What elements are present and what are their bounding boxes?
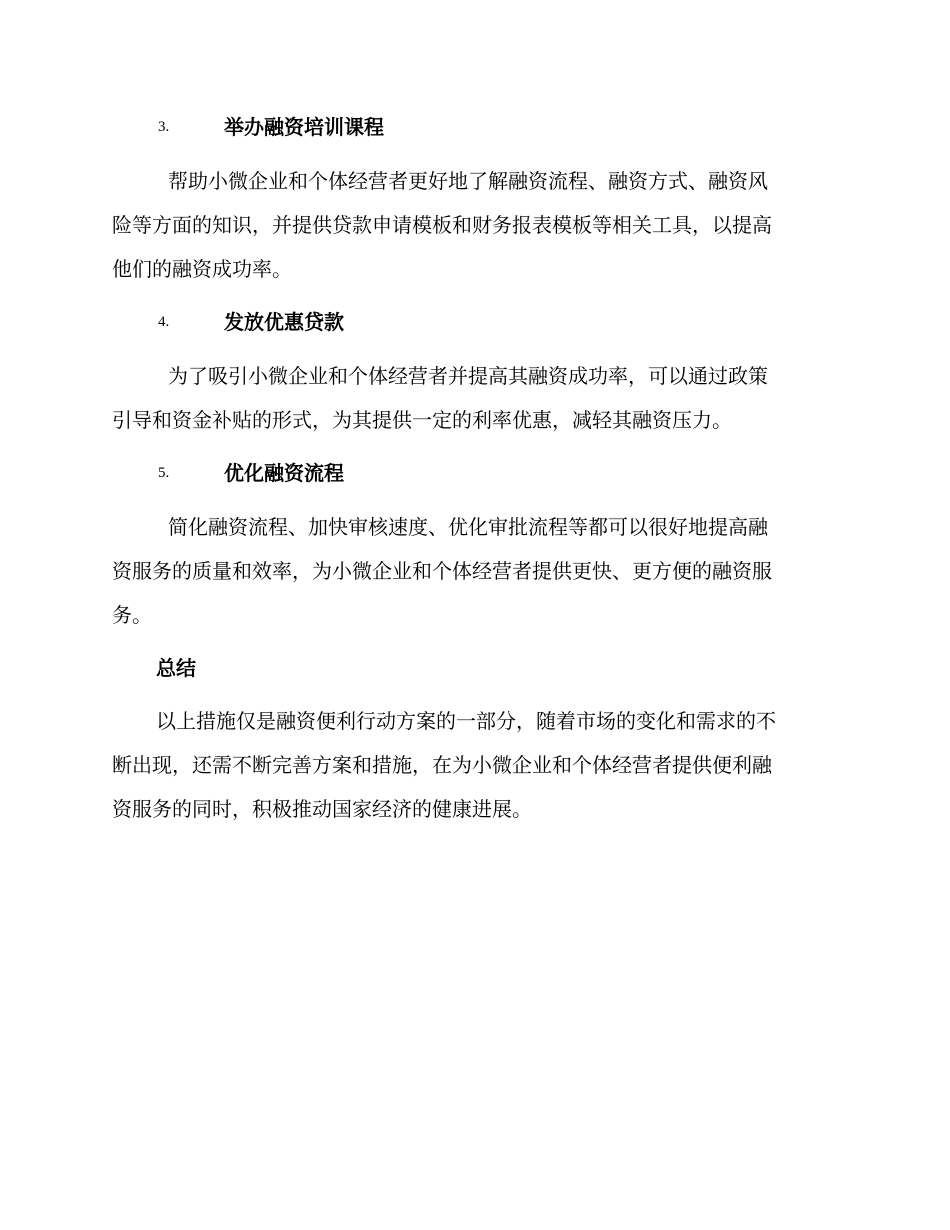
section-heading-5: [0, 458, 950, 488]
section-title: 举办融资培训课程: [224, 115, 384, 139]
summary-paragraph: [112, 699, 842, 831]
paragraph-line: 简化融资流程、加快审核速度、优化审批流程等都可以很好地提高融: [148, 515, 768, 539]
paragraph-line: 帮助小微企业和个体经营者更好地了解融资流程、融资方式、融资风: [148, 169, 768, 193]
section-heading-3: [0, 112, 950, 142]
section-heading-4: [0, 307, 950, 337]
paragraph-line: 资服务的质量和效率，为小微企业和个体经营者提供更快、更方便的融资服: [112, 559, 772, 583]
paragraph-line: 险等方面的知识，并提供贷款申请模板和财务报表模板等相关工具，以提高: [112, 213, 772, 237]
paragraph-line: 资服务的同时，积极推动国家经济的健康进展。: [112, 797, 532, 821]
section-title: 优化融资流程: [224, 461, 344, 485]
section-number: 5.: [158, 465, 170, 481]
section-paragraph-4: [112, 354, 842, 442]
section-number: 4.: [158, 314, 170, 330]
section-title: 发放优惠贷款: [224, 310, 344, 334]
summary-title: 总结: [156, 656, 196, 680]
paragraph-line: 务。: [112, 603, 152, 627]
paragraph-line: 以上措施仅是融资便利行动方案的一部分，随着市场的变化和需求的不: [156, 709, 776, 733]
paragraph-line: 为了吸引小微企业和个体经营者并提高其融资成功率，可以通过政策: [148, 364, 768, 388]
section-paragraph-3: [112, 159, 842, 291]
paragraph-line: 断出现，还需不断完善方案和措施，在为小微企业和个体经营者提供便利融: [112, 753, 772, 777]
section-paragraph-5: [112, 505, 842, 637]
section-number: 3.: [158, 119, 170, 135]
paragraph-line: 引导和资金补贴的形式，为其提供一定的利率优惠，减轻其融资压力。: [112, 408, 732, 432]
paragraph-line: 他们的融资成功率。: [112, 257, 292, 281]
